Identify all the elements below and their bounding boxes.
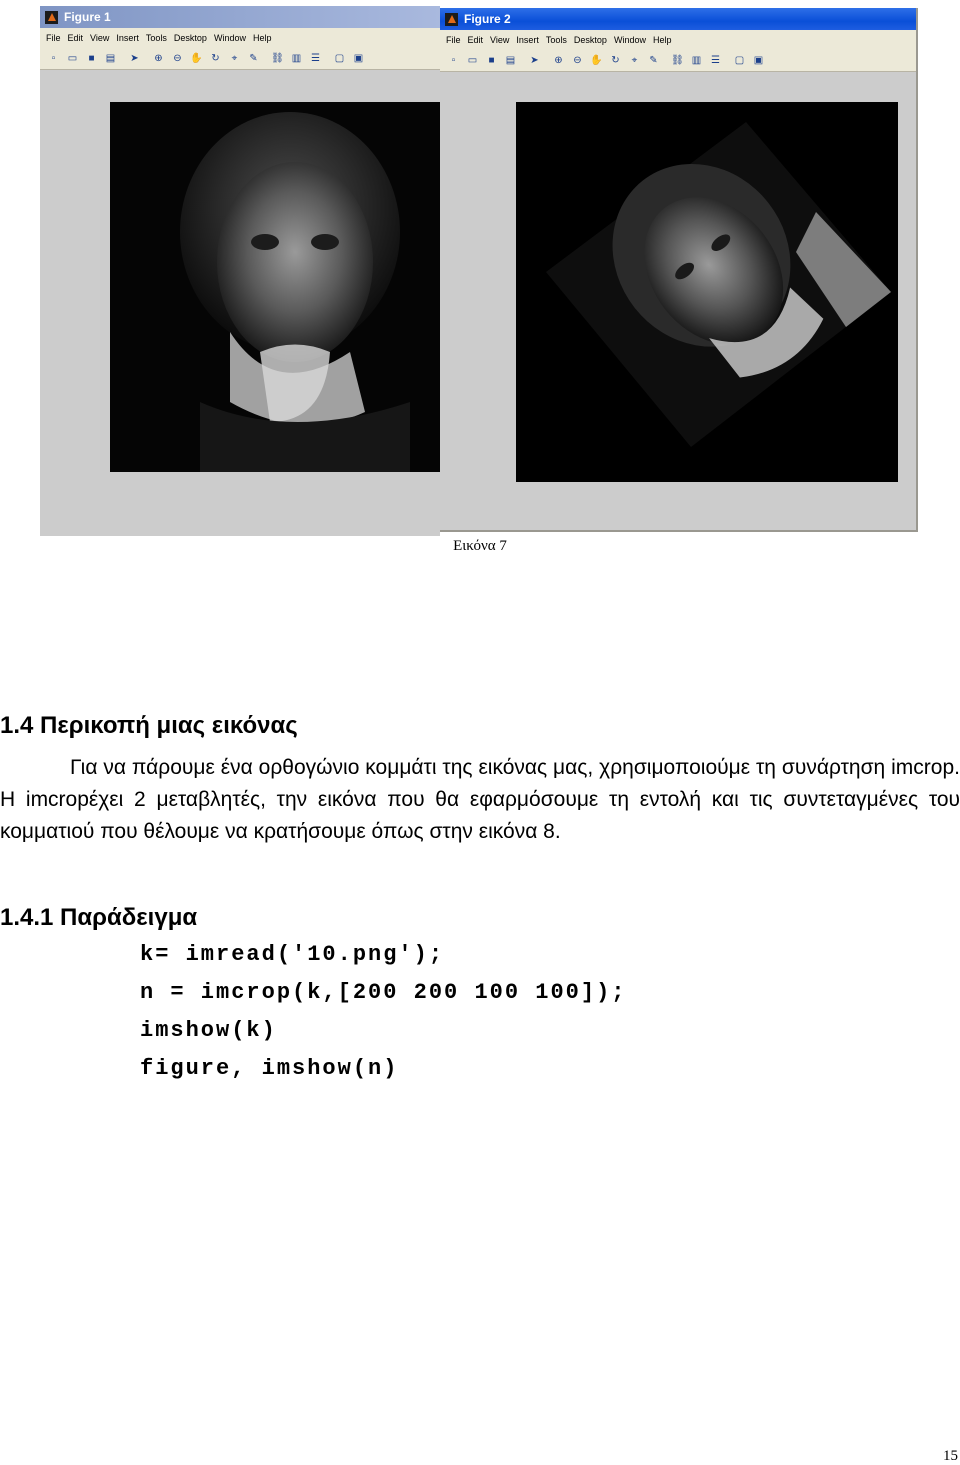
figure-1-menubar [40, 28, 440, 48]
legend-icon[interactable]: ☰ [311, 52, 320, 64]
code-line: k= imread('10.png'); [140, 942, 445, 967]
code-line: n = imcrop(k,[200 200 100 100]); [140, 980, 627, 1005]
photo-rotated [516, 102, 898, 482]
open-folder-icon[interactable]: ▭ [67, 52, 78, 64]
menu-tools[interactable]: Tools [145, 33, 167, 43]
figure-1-toolbar [40, 48, 440, 70]
figure-1-titlebar[interactable] [40, 6, 440, 28]
data-cursor-icon[interactable]: ⌖ [231, 52, 238, 64]
open-folder-icon[interactable]: ▭ [467, 54, 478, 66]
legend-icon[interactable]: ☰ [711, 54, 720, 66]
pan-icon[interactable]: ✋ [590, 54, 603, 66]
menu-view[interactable]: View [490, 35, 510, 45]
figure-2-window [440, 8, 918, 532]
rotate-icon[interactable]: ↻ [211, 52, 220, 64]
menu-edit[interactable]: Edit [67, 33, 84, 43]
photo-original [110, 102, 440, 472]
figure-2-title: Figure 2 [464, 12, 511, 26]
code-line: figure, imshow(n) [140, 1056, 399, 1081]
menu-help[interactable]: Help [652, 35, 672, 45]
show-plot-tools-icon[interactable]: ▣ [353, 52, 364, 64]
subsection-heading: 1.4.1 Παράδειγμα [0, 904, 198, 931]
menu-file[interactable]: File [446, 35, 461, 45]
figure-2-plot-area [440, 72, 916, 530]
new-file-icon[interactable]: ▫ [51, 52, 56, 64]
figure-2-titlebar[interactable] [440, 8, 916, 30]
menu-view[interactable]: View [90, 33, 110, 43]
matlab-logo-icon [445, 13, 458, 26]
menu-desktop[interactable]: Desktop [173, 33, 207, 43]
figure-1-plot-area [40, 70, 440, 536]
figure-caption: Εικόνα 7 [453, 538, 507, 554]
menu-desktop[interactable]: Desktop [573, 35, 607, 45]
link-icon[interactable]: ⛓ [271, 52, 284, 64]
zoom-out-icon[interactable]: ⊖ [573, 54, 582, 66]
pointer-icon[interactable]: ➤ [130, 52, 139, 64]
code-line: imshow(k) [140, 1018, 277, 1043]
print-icon[interactable]: ▤ [105, 52, 116, 64]
figure-2-toolbar [440, 50, 916, 72]
figure-1-window [40, 6, 440, 536]
figure-2-menubar [440, 30, 916, 50]
menu-tools[interactable]: Tools [545, 35, 567, 45]
body-paragraph [0, 752, 960, 848]
rotate-icon[interactable]: ↻ [611, 54, 620, 66]
pointer-icon[interactable]: ➤ [530, 54, 539, 66]
page-number: 15 [943, 1448, 958, 1464]
new-file-icon[interactable]: ▫ [451, 54, 456, 66]
hide-plot-tools-icon[interactable]: ▢ [734, 54, 745, 66]
print-icon[interactable]: ▤ [505, 54, 516, 66]
brush-icon[interactable]: ✎ [249, 52, 258, 64]
hide-plot-tools-icon[interactable]: ▢ [334, 52, 345, 64]
figure-1-title: Figure 1 [64, 10, 111, 24]
data-cursor-icon[interactable]: ⌖ [631, 54, 638, 66]
menu-insert[interactable]: Insert [116, 33, 139, 43]
menu-edit[interactable]: Edit [467, 35, 484, 45]
menu-window[interactable]: Window [613, 35, 646, 45]
menu-window[interactable]: Window [213, 33, 246, 43]
save-icon[interactable]: ■ [488, 54, 495, 66]
zoom-in-icon[interactable]: ⊕ [154, 52, 163, 64]
rotated-child-portrait-image [516, 102, 898, 482]
save-icon[interactable]: ■ [88, 52, 95, 64]
show-plot-tools-icon[interactable]: ▣ [753, 54, 764, 66]
colorbar-icon[interactable]: ▥ [291, 52, 302, 64]
menu-insert[interactable]: Insert [516, 35, 539, 45]
brush-icon[interactable]: ✎ [649, 54, 658, 66]
zoom-out-icon[interactable]: ⊖ [173, 52, 182, 64]
paragraph-text: Για να πάρουμε ένα ορθογώνιο κομμάτι της εικόνας μας, χρησιμοποιούμε τη συνάρτηση imcrop. Η imcropέχει 2 μεταβλητές, την εικόνα που θα εφαρμόσουμε τη εντολή και τις συντεταγμένες του κομματιού που θέλουμε να κρατήσουμε όπως στην εικόνα 8. [0, 756, 960, 843]
child-portrait-image [110, 102, 440, 472]
link-icon[interactable]: ⛓ [671, 54, 684, 66]
matlab-logo-icon [45, 11, 58, 24]
pan-icon[interactable]: ✋ [190, 52, 203, 64]
section-heading: 1.4 Περικοπή μιας εικόνας [0, 712, 298, 739]
menu-help[interactable]: Help [252, 33, 272, 43]
colorbar-icon[interactable]: ▥ [691, 54, 702, 66]
zoom-in-icon[interactable]: ⊕ [554, 54, 563, 66]
menu-file[interactable]: File [46, 33, 61, 43]
